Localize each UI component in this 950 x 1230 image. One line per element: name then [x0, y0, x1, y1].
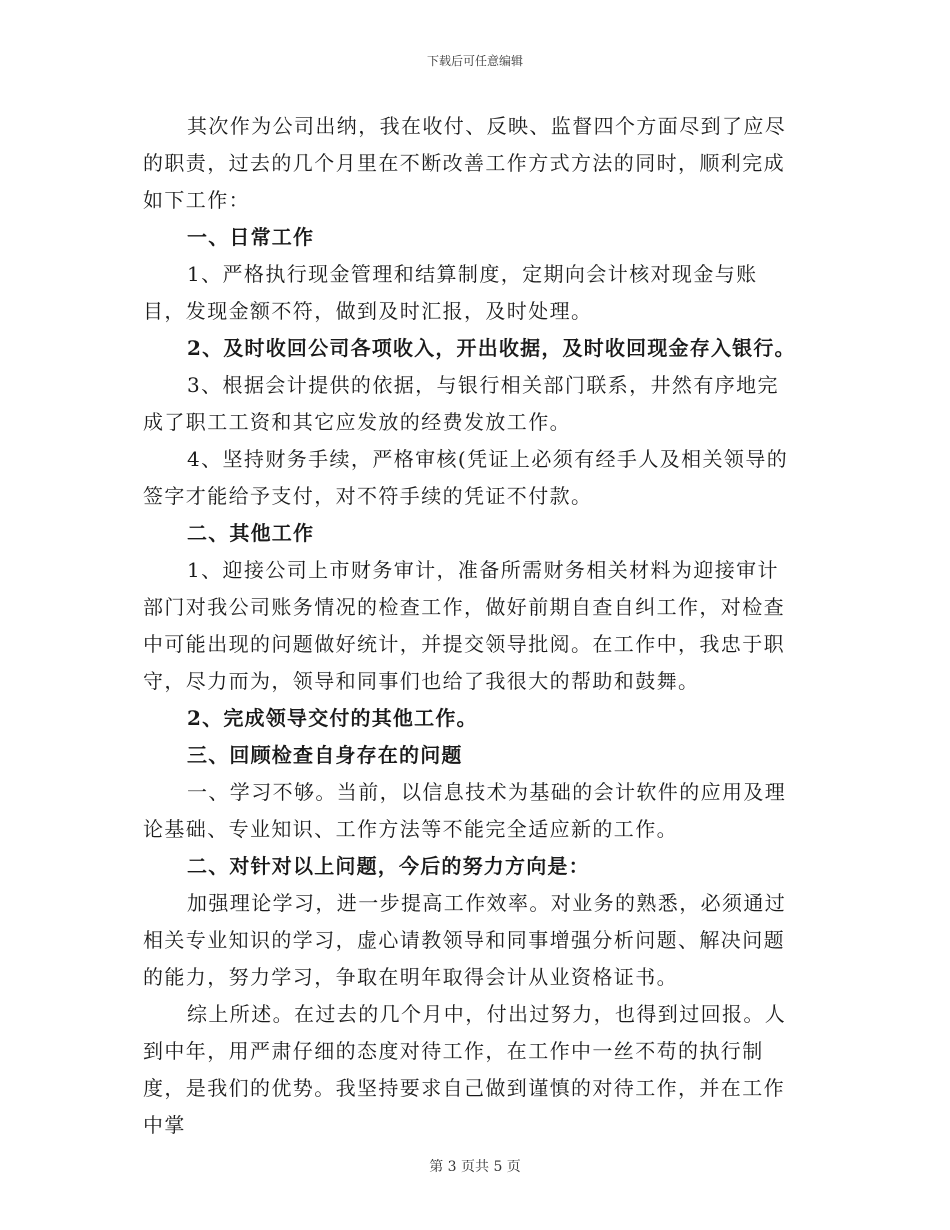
paragraph-other-2-bold: 2、完成领导交付的其他工作。 — [187, 706, 478, 730]
paragraph-summary: 综上所述。在过去的几个月中，付出过努力，也得到过回报。人到中年，用严肃仔细的态度对待工作，在工作中一丝不苟的执行制度，是我们的优势。我坚持要求自己做到谨慎的对待工作，并在工作中掌 — [143, 1002, 787, 1137]
page-header: 下载后可任意编辑 — [426, 54, 523, 68]
heading-future-direction: 二、对针对以上问题，今后的努力方向是： — [187, 854, 590, 878]
paragraph-item-2-bold: 2、及时收回公司各项收入，开出收据，及时收回现金存入银行。 — [187, 336, 796, 360]
document-body — [143, 108, 797, 1144]
paragraph-other-1: 1、迎接公司上市财务审计，准备所需财务相关材料为迎接审计部门对我公司账务情况的检查工作，做好前期自查自纠工作，对检查中可能出现的问题做好统计，并提交领导批阅。在工作中，我忠于职守，尽力而为，领导和同事们也给了我很大的帮助和鼓舞。 — [143, 558, 785, 693]
paragraph-intro: 其次作为公司出纳，我在收付、反映、监督四个方面尽到了应尽的职责，过去的几个月里在不断改善工作方式方法的同时，顺利完成如下工作： — [143, 114, 787, 212]
heading-daily-work: 一、日常工作 — [187, 225, 315, 249]
heading-review-problems: 三、回顾检查自身存在的问题 — [187, 743, 463, 767]
paragraph-future-plan: 加强理论学习，进一步提高工作效率。对业务的熟悉，必须通过相关专业知识的学习，虚心请教领导和同事增强分析问题、解决问题的能力，努力学习，争取在明年取得会计从业资格证书。 — [143, 891, 787, 989]
paragraph-item-4: 4、坚持财务手续，严格审核(凭证上必须有经手人及相关领导的签字才能给予支付，对不符手续的凭证不付款。 — [143, 447, 789, 508]
page-footer: 第 3 页共 5 页 — [429, 1159, 521, 1175]
paragraph-problem-1: 一、学习不够。当前，以信息技术为基础的会计软件的应用及理论基础、专业知识、工作方法等不能完全适应新的工作。 — [143, 780, 787, 841]
heading-other-work: 二、其他工作 — [187, 521, 315, 545]
paragraph-item-3: 3、根据会计提供的依据，与银行相关部门联系，井然有序地完成了职工工资和其它应发放的经费发放工作。 — [143, 373, 779, 434]
paragraph-item-1: 1、严格执行现金管理和结算制度，定期向会计核对现金与账目，发现金额不符，做到及时汇报，及时处理。 — [143, 262, 758, 323]
